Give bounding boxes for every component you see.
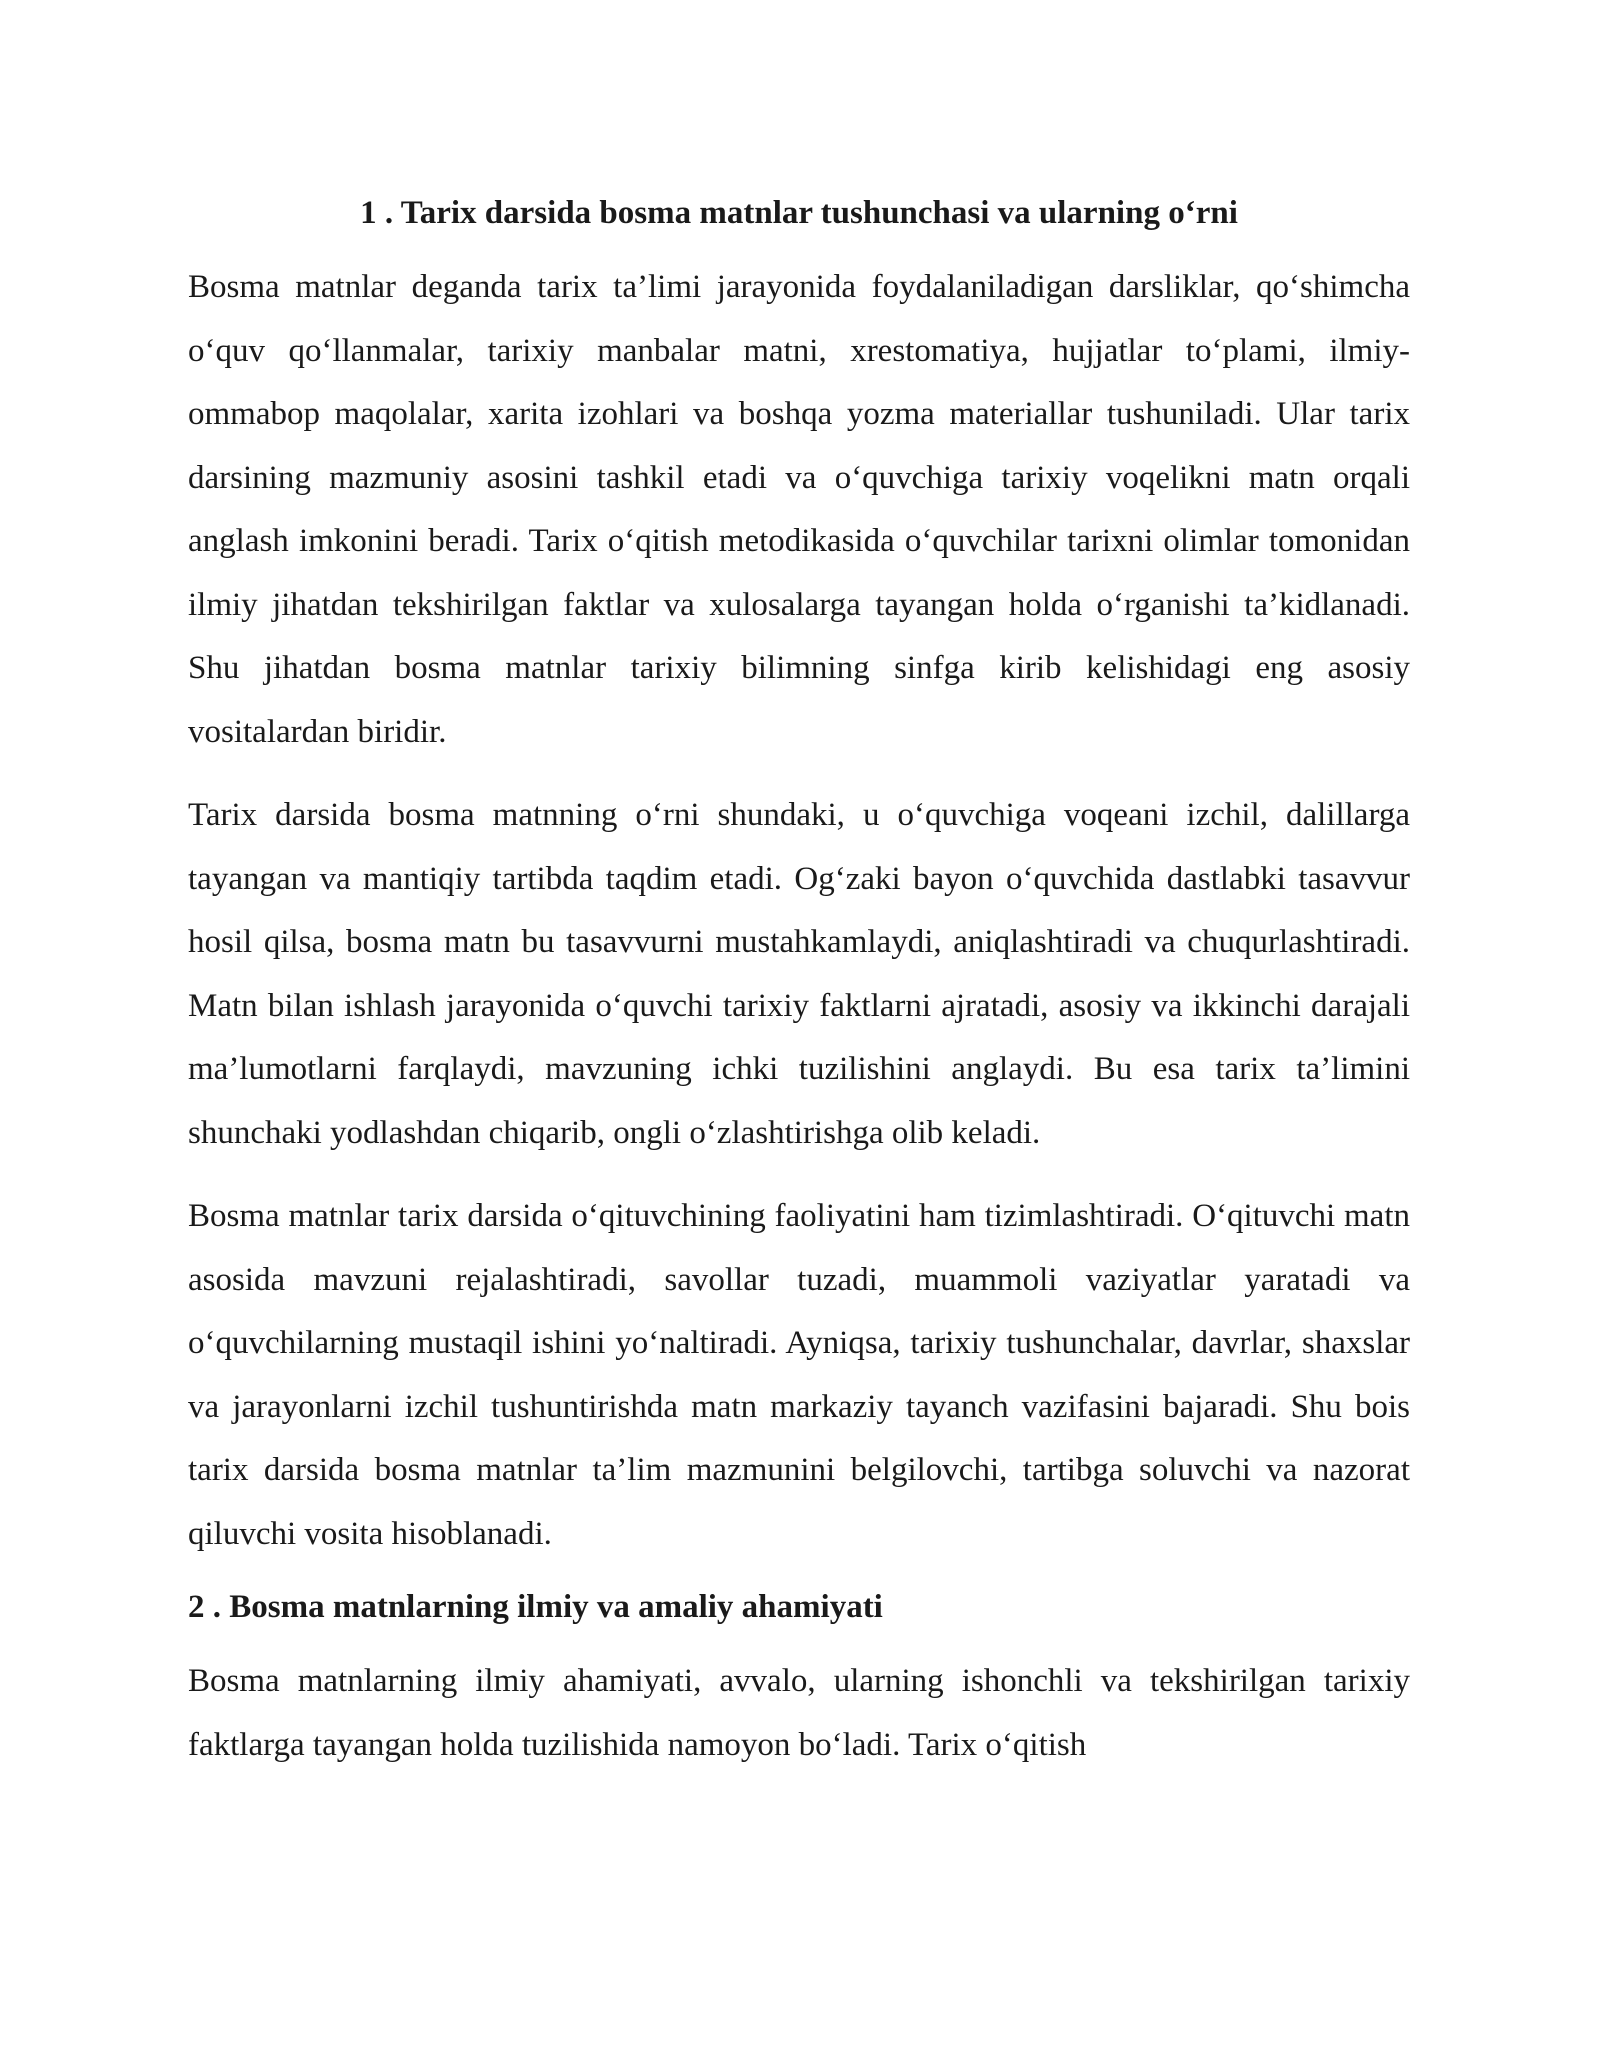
document-page [188, 180, 1410, 1777]
section-2-paragraph-1: Bosma matnlarning ilmiy ahamiyati, avvalo, ularning ishonchli va tekshirilgan tarixiy faktlarga tayangan holda tuzilishida namoyon boʻladi. Tarix oʻqitish [188, 1663, 1410, 1763]
section-1-paragraph-2: Tarix darsida bosma matnning oʻrni shundaki, u oʻquvchiga voqeani izchil, dalillarga tayangan va mantiqiy tartibda taqdim etadi. Ogʻzaki bayon oʻquvchida dastlabki tasavvur hosil qilsa, bosma matn bu tasavvurni mustahkamlaydi, aniqlashtiradi va chuqurlashtiradi. Matn bilan ishlash jarayonida oʻquvchi tarixiy faktlarni ajratadi, asosiy va ikkinchi darajali ma’lumotlarni farqlaydi, mavzuning ichki tuzilishini anglaydi. Bu esa tarix ta’limini shunchaki yodlashdan chiqarib, ongli oʻzlashtirishga olib keladi. [188, 797, 1410, 1151]
section-2-heading: 2 . Bosma matnlarning ilmiy va amaliy ahamiyati [188, 1589, 883, 1625]
section-1-heading: 1 . Tarix darsida bosma matnlar tushunchasi va ularning oʻrni [360, 195, 1238, 231]
section-1-paragraph-3: Bosma matnlar tarix darsida oʻqituvchining faoliyatini ham tizimlashtiradi. Oʻqituvchi matn asosida mavzuni rejalashtiradi, savollar tuzadi, muammoli vaziyatlar yaratadi va oʻquvchilarning mustaqil ishini yoʻnaltiradi. Ayniqsa, tarixiy tushunchalar, davrlar, shaxslar va jarayonlarni izchil tushuntirishda matn markaziy tayanch vazifasini bajaradi. Shu bois tarix darsida bosma matnlar ta’lim mazmunini belgilovchi, tartibga soluvchi va nazorat qiluvchi vosita hisoblanadi. [188, 1198, 1410, 1552]
section-1-paragraph-1: Bosma matnlar deganda tarix ta’limi jarayonida foydalaniladigan darsliklar, qoʻshimcha oʻquv qoʻllanmalar, tarixiy manbalar matni, xrestomatiya, hujjatlar toʻplami, ilmiy-ommabop maqolalar, xarita izohlari va boshqa yozma materiallar tushuniladi. Ular tarix darsining mazmuniy asosini tashkil etadi va oʻquvchiga tarixiy voqelikni matn orqali anglash imkonini beradi. Tarix oʻqitish metodikasida oʻquvchilar tarixni olimlar tomonidan ilmiy jihatdan tekshirilgan faktlar va xulosalarga tayangan holda oʻrganishi ta’kidlanadi. Shu jihatdan bosma matnlar tarixiy bilimning sinfga kirib kelishidagi eng asosiy vositalardan biridir. [188, 269, 1410, 750]
